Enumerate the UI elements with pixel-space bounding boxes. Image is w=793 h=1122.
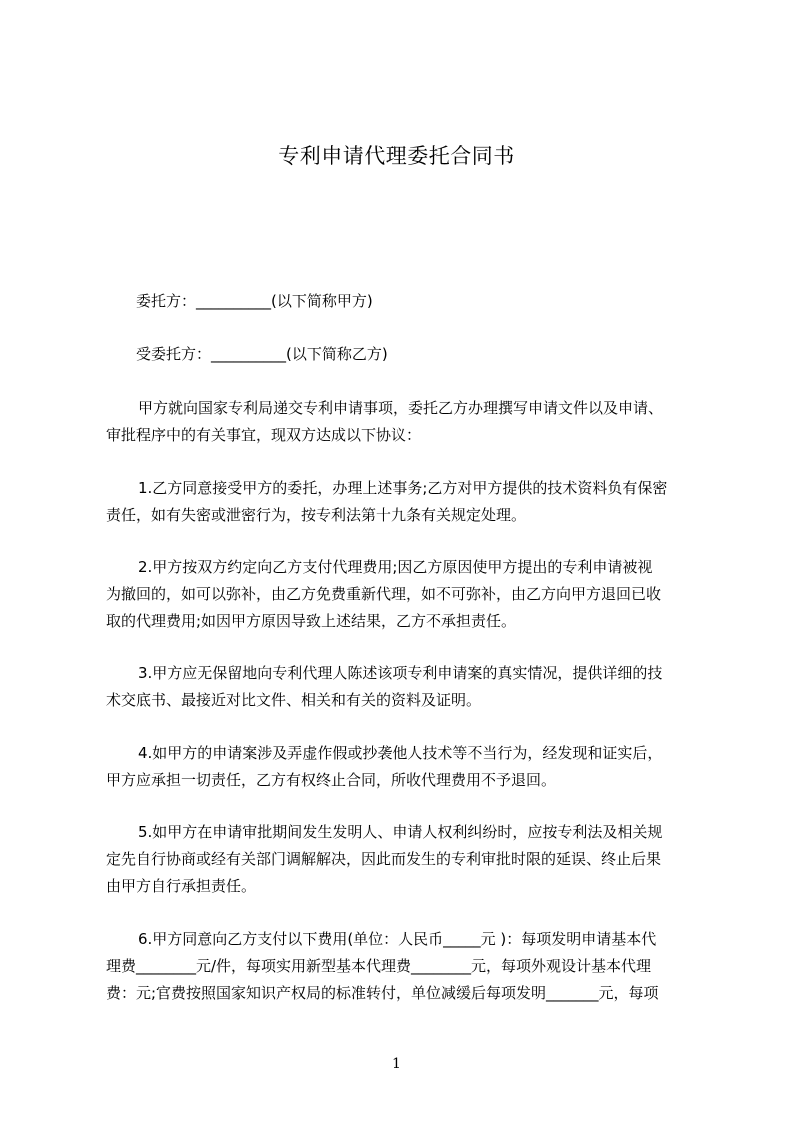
- clause-4-line: 4.如甲方的申请案涉及弄虚作假或抄袭他人技术等不当行为，经发现和证实后，: [138, 744, 663, 762]
- clause-2-line: 取的代理费用;如因甲方原因导致上述结果，乙方不承担责任。: [106, 612, 517, 630]
- clause-5-line: 5.如甲方在申请审批期间发生发明人、申请人权利纠纷时，应按专利法及相关规: [138, 823, 663, 841]
- intro-line: 审批程序中的有关事宜，现双方达成以下协议：: [106, 426, 422, 444]
- clause-3-line: 术交底书、最接近对比文件、相关和有关的资料及证明。: [106, 691, 482, 709]
- clause-3-line: 3.甲方应无保留地向专利代理人陈述该项专利申请案的真实情况，提供详细的技: [138, 664, 663, 682]
- clause-6-line: 6.甲方同意向乙方支付以下费用(单位：人民币_____元 )：每项发明申请基本代: [138, 930, 657, 948]
- clause-4-line: 甲方应承担一切责任，乙方有权终止合同，所收代理费用不予退回。: [106, 771, 557, 789]
- party-a-line: 委托方：__________(以下简称甲方): [136, 292, 373, 310]
- clause-5-line: 定先自行协商或经有关部门调解解决，因此而发生的专利审批时限的延误、终止后果: [106, 850, 662, 868]
- page-number: 1: [392, 1056, 401, 1072]
- clause-6-line: 费：元;官费按照国家知识产权局的标准转付，单位减缓后每项发明_______元，每项: [106, 984, 659, 1002]
- clause-1-line: 责任，如有失密或泄密行为，按专利法第十九条有关规定处理。: [106, 506, 527, 524]
- intro-line: 甲方就向国家专利局递交专利申请事项，委托乙方办理撰写申请文件以及申请、: [138, 399, 664, 417]
- clause-5-line: 由甲方自行承担责任。: [106, 877, 257, 895]
- clause-1-line: 1.乙方同意接受甲方的委托，办理上述事务;乙方对甲方提供的技术资料负有保密: [138, 479, 668, 497]
- clause-6-line: 理费________元/件，每项实用新型基本代理费________元，每项外观设计基本代理: [106, 957, 652, 975]
- party-b-line: 受委托方：__________(以下简称乙方): [136, 345, 388, 363]
- document-title: 专利申请代理委托合同书: [278, 144, 515, 168]
- clause-2-line: 2.甲方按双方约定向乙方支付代理费用;因乙方原因使甲方提出的专利申请被视: [138, 558, 653, 576]
- clause-2-line: 为撤回的，如可以弥补，由乙方免费重新代理，如不可弥补，由乙方向甲方退回已收: [106, 585, 662, 603]
